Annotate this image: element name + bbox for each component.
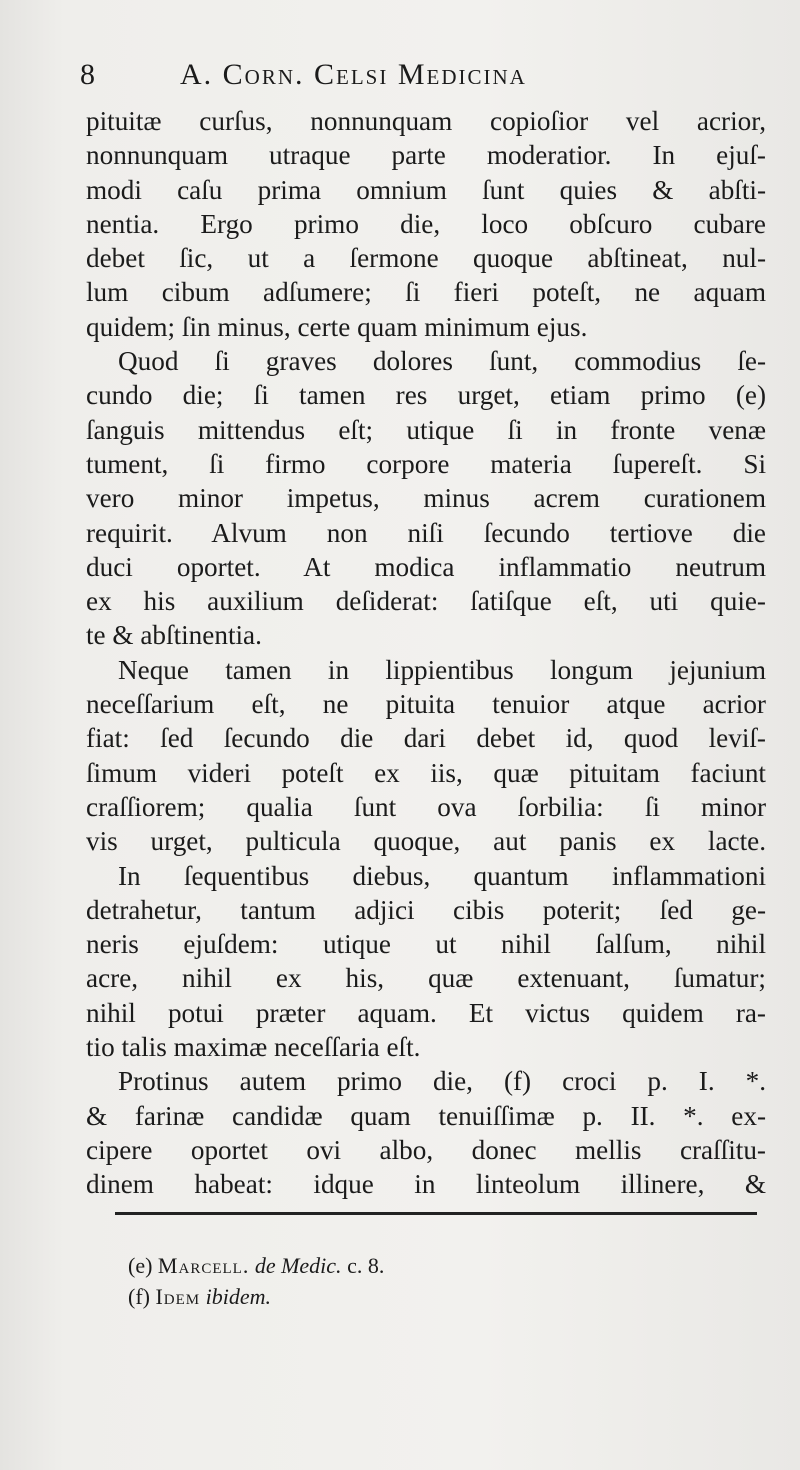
text-line: vis urget, pulticula quoque, aut panis ex lacte. — [86, 826, 766, 857]
running-title: A. Corn. Celsi Medicina — [180, 58, 527, 91]
text-line: quidem; ſin minus, certe quam minimum ejus. — [86, 311, 588, 342]
text-line: vero minor impetus, minus acrem curationem — [86, 483, 766, 514]
text-line: te & abſtinentia. — [86, 620, 262, 651]
footnote-work: ibidem. — [205, 1284, 272, 1309]
text-line: cundo die; ſi tamen res urget, etiam primo (e) — [86, 380, 766, 411]
text-line: dinem habeat: idque in linteolum illinere, & — [86, 1169, 766, 1200]
running-header — [80, 58, 660, 102]
text-line: duci oportet. At modica inflammatio neutrum — [86, 551, 766, 582]
text-line: pituitæ curſus, nonnunquam copioſior vel acrior, — [86, 106, 766, 136]
text-line: ſanguis mittendus eſt; utique ſi in fronte venæ — [86, 414, 766, 445]
page-number: 8 — [80, 58, 96, 91]
text-line: detrahetur, tantum adjici cibis poterit; ſed ge- — [86, 894, 766, 925]
footnote-author: Marcell. — [157, 1253, 250, 1278]
text-line: & farinæ candidæ quam tenuiſſimæ p. II. *. ex- — [86, 1100, 766, 1131]
text-line: nihil potui præter aquam. Et victus quidem ra- — [86, 997, 766, 1028]
footnote-divider — [115, 1212, 757, 1215]
body-text — [86, 104, 766, 1202]
text-line: debet ſic, ut a ſermone quoque abſtineat, nul- — [86, 243, 766, 274]
text-line: neceſſarium eſt, ne pituita tenuior atque acrior — [86, 689, 766, 720]
footnote-mark: (e) — [128, 1253, 153, 1278]
footnote-author: Idem — [155, 1284, 201, 1309]
footnotes — [128, 1250, 628, 1312]
text-line: craſſiorem; qualia ſunt ova ſorbilia: ſi minor — [86, 791, 766, 822]
text-line: nonnunquam utraque parte moderatior. In ejuſ- — [86, 140, 766, 171]
text-line: neris ejuſdem: utique ut nihil ſalſum, nihil — [86, 929, 766, 960]
footnote-work: de Medic. — [254, 1253, 342, 1278]
text-line: lum cibum adſumere; ſi fieri poteſt, ne aquam — [86, 277, 766, 308]
paragraph-start: Neque tamen in lippientibus longum jejunium — [118, 654, 766, 685]
footnote — [128, 1281, 628, 1312]
footnote-mark: (f) — [128, 1284, 150, 1309]
text-line: tio talis maximæ neceſſaria eſt. — [86, 1032, 421, 1063]
footnote — [128, 1250, 628, 1281]
text-line: acre, nihil ex his, quæ extenuant, ſumatur; — [86, 963, 766, 994]
text-line: fiat: ſed ſecundo die dari debet id, quod leviſ- — [86, 723, 766, 754]
text-line: tument, ſi firmo corpore materia ſupereſt. Si — [86, 448, 766, 479]
paragraph-start: Quod ſi graves dolores ſunt, commodius ſe- — [118, 346, 766, 377]
text-line: ex his auxilium deſiderat: ſatiſque eſt, uti quie- — [86, 586, 766, 617]
text-line: ſimum videri poteſt ex iis, quæ pituitam faciunt — [86, 757, 766, 788]
footnote-ref: c. 8. — [347, 1253, 385, 1278]
text-line: requirit. Alvum non niſi ſecundo tertiove die — [86, 517, 766, 548]
text-line: nentia. Ergo primo die, loco obſcuro cubare — [86, 208, 766, 239]
text-line: cipere oportet ovi albo, donec mellis craſſitu- — [86, 1134, 766, 1165]
text-line: modi caſu prima omnium ſunt quies & abſti- — [86, 174, 766, 205]
paragraph-start: In ſequentibus diebus, quantum inflammationi — [118, 860, 766, 891]
paragraph-start: Protinus autem primo die, (f) croci p. I. *. — [118, 1066, 766, 1097]
